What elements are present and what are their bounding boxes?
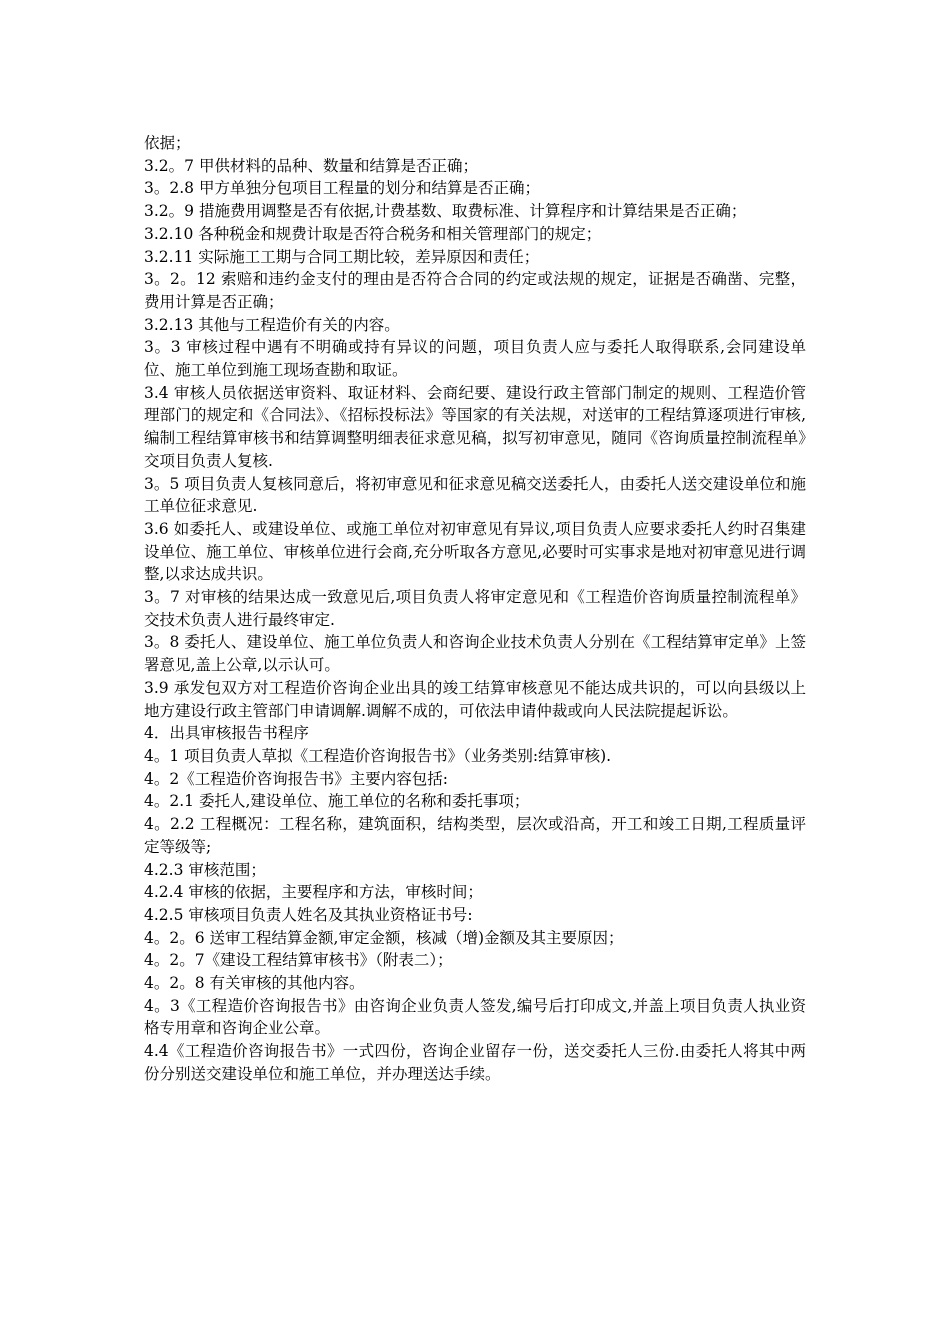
paragraph: 3.2。7 甲供材料的品种、数量和结算是否正确； bbox=[144, 156, 478, 175]
section-heading: 4．出具审核报告书程序 bbox=[144, 724, 309, 743]
document-body bbox=[144, 132, 806, 1086]
paragraph: 3。3 审核过程中遇有不明确或持有异议的问题，项目负责人应与委托人取得联系,会同建设单位、施工单位到施工现场查勘和取证。 bbox=[144, 338, 806, 380]
paragraph: 4。2。7《建设工程结算审核书》（附表二）； bbox=[144, 951, 453, 970]
paragraph: 3.2.11 实际施工工期与合同工期比较，差异原因和责任； bbox=[144, 247, 540, 266]
paragraph: 4。2.2 工程概况：工程名称，建筑面积，结构类型，层次或沿高，开工和竣工日期,工程质量评定等级等; bbox=[144, 815, 806, 856]
paragraph: 依据； bbox=[144, 134, 191, 152]
paragraph: 3。5 项目负责人复核同意后，将初审意见和征求意见稿交送委托人，由委托人送交建设单位和施工单位征求意见. bbox=[144, 474, 806, 516]
paragraph: 4。2.1 委托人,建设单位、施工单位的名称和委托事项； bbox=[144, 792, 530, 811]
paragraph: 3.6 如委托人、或建设单位、或施工单位对初审意见有异议,项目负责人应要求委托人约时召集建设单位、施工单位、审核单位进行会商,充分听取各方意见,必要时可实事求是地对初审意见进行调整,以求达成共识。 bbox=[144, 519, 806, 584]
paragraph: 4。2《工程造价咨询报告书》主要内容包括: bbox=[144, 769, 448, 788]
paragraph: 4.2.5 审核项目负责人姓名及其执业资格证书号: bbox=[144, 905, 473, 924]
paragraph: 4。2。8 有关审核的其他内容。 bbox=[144, 974, 365, 993]
paragraph: 3.2。9 措施费用调整是否有依据,计费基数、取费标准、计算程序和计算结果是否正确； bbox=[144, 202, 747, 221]
paragraph: 4。3《工程造价咨询报告书》由咨询企业负责人签发,编号后打印成文,并盖上项目负责人执业资格专用章和咨询企业公章。 bbox=[144, 996, 806, 1038]
paragraph: 3.9 承发包双方对工程造价咨询企业出具的竣工结算审核意见不能达成共识的，可以向县级以上地方建设行政主管部门申请调解.调解不成的，可依法申请仲裁或向人民法院提起诉讼。 bbox=[144, 678, 806, 720]
paragraph: 3。2。12 索赔和违约金支付的理由是否符合合同的约定或法规的规定，证据是否确凿、完整，费用计算是否正确； bbox=[144, 270, 806, 311]
paragraph: 4。1 项目负责人草拟《工程造价咨询报告书》（业务类别:结算审核). bbox=[144, 746, 612, 765]
paragraph: 3。8 委托人、建设单位、施工单位负责人和咨询企业技术负责人分别在《工程结算审定单》上签署意见,盖上公章,以示认可。 bbox=[144, 633, 806, 675]
paragraph: 4.4《工程造价咨询报告书》一式四份，咨询企业留存一份，送交委托人三份.由委托人将其中两份分别送交建设单位和施工单位，并办理送达手续。 bbox=[144, 1042, 806, 1083]
paragraph: 4。2。6 送审工程结算金额,审定金额，核减（增)金额及其主要原因； bbox=[144, 928, 624, 947]
paragraph: 4.2.3 审核范围； bbox=[144, 860, 266, 879]
paragraph: 4.2.4 审核的依据，主要程序和方法，审核时间； bbox=[144, 883, 483, 902]
paragraph: 3。2.8 甲方单独分包项目工程量的划分和结算是否正确； bbox=[144, 179, 540, 198]
paragraph: 3.4 审核人员依据送审资料、取证材料、会商纪要、建设行政主管部门制定的规则、工程造价管理部门的规定和《合同法》、《招标投标法》等国家的有关法规，对送审的工程结算逐项进行审核,编制工程结算审核书和结算调整明细表征求意见稿，拟写初审意见，随同《咨询质量控制流程单》交项目负责人复核. bbox=[144, 383, 806, 470]
paragraph: 3.2.10 各种税金和规费计取是否符合税务和相关管理部门的规定； bbox=[144, 224, 602, 243]
paragraph: 3。7 对审核的结果达成一致意见后,项目负责人将审定意见和《工程造价咨询质量控制流程单》交技术负责人进行最终审定. bbox=[144, 588, 806, 629]
paragraph: 3.2.13 其他与工程造价有关的内容。 bbox=[144, 315, 400, 334]
